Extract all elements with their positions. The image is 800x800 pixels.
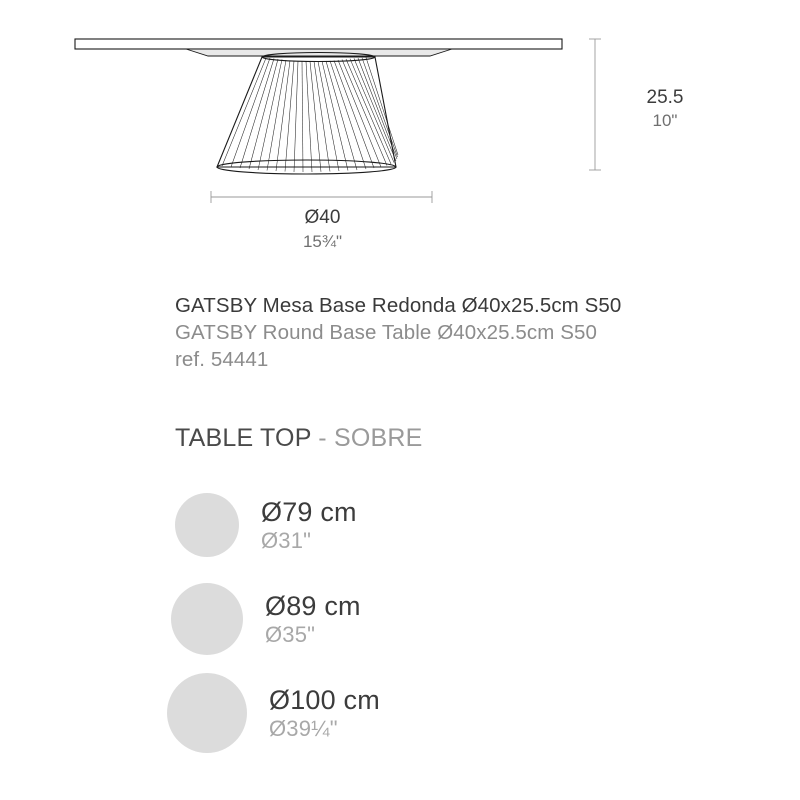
size-inch: Ø39¼"	[269, 715, 338, 741]
product-name-en: GATSBY Round Base Table Ø40x25.5cm S50	[175, 321, 598, 345]
list-item[interactable]	[175, 666, 735, 760]
size-cm: Ø89 cm	[265, 590, 361, 621]
list-item[interactable]	[175, 478, 735, 572]
width-dimension-label	[250, 206, 395, 253]
width-dimension-inch: 15¾"	[302, 231, 343, 251]
section-title-secondary: - SOBRE	[318, 424, 423, 452]
product-caption	[175, 292, 775, 373]
size-labels	[265, 591, 361, 648]
size-cm: Ø100 cm	[269, 684, 380, 715]
section-title-primary: TABLE TOP	[175, 424, 312, 452]
product-name-es: GATSBY Mesa Base Redonda Ø40x25.5cm S50	[175, 294, 622, 317]
height-dimension-inch: 10"	[652, 110, 678, 130]
size-labels	[269, 685, 380, 742]
size-labels	[261, 497, 357, 554]
width-dimension-cm: Ø40	[304, 207, 341, 228]
size-inch: Ø35"	[265, 621, 316, 647]
size-swatch	[175, 493, 239, 557]
height-dimension-label	[620, 86, 710, 131]
size-cm: Ø79 cm	[261, 496, 357, 527]
size-swatch	[167, 673, 247, 753]
size-inch: Ø31"	[261, 527, 312, 553]
section-title	[175, 424, 423, 453]
height-dimension-cm: 25.5	[646, 87, 684, 108]
size-swatch	[171, 583, 243, 655]
technical-drawing	[0, 0, 800, 260]
product-reference: ref. 54441	[175, 348, 269, 372]
list-item[interactable]	[175, 572, 735, 666]
table-top-options	[175, 478, 735, 760]
